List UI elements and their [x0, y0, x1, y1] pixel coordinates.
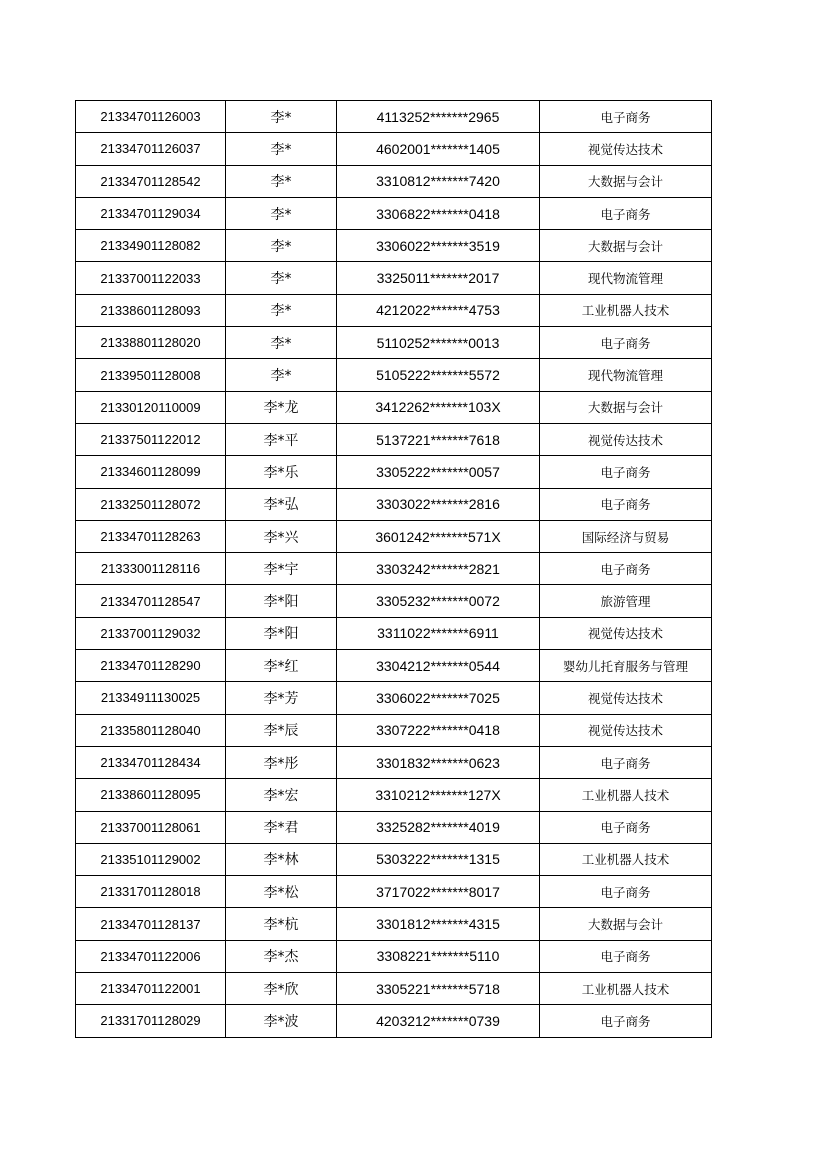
id-card-number-cell: 3307222*******0418	[337, 714, 540, 746]
major-cell: 工业机器人技术	[540, 843, 712, 875]
table-row	[76, 294, 712, 326]
major-cell: 工业机器人技术	[540, 779, 712, 811]
major-cell: 视觉传达技术	[540, 423, 712, 455]
major-cell: 工业机器人技术	[540, 973, 712, 1005]
id-card-number-cell: 3310212*******127X	[337, 779, 540, 811]
table-row	[76, 391, 712, 423]
table-row	[76, 779, 712, 811]
registration-number-cell: 21334701122001	[76, 973, 226, 1005]
student-name-cell: 李*阳	[226, 617, 337, 649]
id-card-number-cell: 3301832*******0623	[337, 746, 540, 778]
table-row	[76, 359, 712, 391]
registration-number-cell: 21335801128040	[76, 714, 226, 746]
student-name-cell: 李*宇	[226, 553, 337, 585]
table-row	[76, 456, 712, 488]
major-cell: 电子商务	[540, 876, 712, 908]
id-card-number-cell: 3303022*******2816	[337, 488, 540, 520]
registration-number-cell: 21335101129002	[76, 843, 226, 875]
major-cell: 视觉传达技术	[540, 133, 712, 165]
registration-number-cell: 21334601128099	[76, 456, 226, 488]
id-card-number-cell: 3303242*******2821	[337, 553, 540, 585]
major-cell: 电子商务	[540, 1005, 712, 1037]
major-cell: 大数据与会计	[540, 391, 712, 423]
major-cell: 现代物流管理	[540, 359, 712, 391]
major-cell: 视觉传达技术	[540, 714, 712, 746]
student-name-cell: 李*阳	[226, 585, 337, 617]
major-cell: 电子商务	[540, 553, 712, 585]
registration-number-cell: 21337001128061	[76, 811, 226, 843]
id-card-number-cell: 3306022*******7025	[337, 682, 540, 714]
registration-number-cell: 21334911130025	[76, 682, 226, 714]
id-card-number-cell: 4212022*******4753	[337, 294, 540, 326]
table-row	[76, 876, 712, 908]
table-row	[76, 262, 712, 294]
id-card-number-cell: 5110252*******0013	[337, 327, 540, 359]
id-card-number-cell: 5137221*******7618	[337, 423, 540, 455]
major-cell: 视觉传达技术	[540, 682, 712, 714]
student-name-cell: 李*	[226, 327, 337, 359]
id-card-number-cell: 3308221*******5110	[337, 940, 540, 972]
student-name-cell: 李*	[226, 165, 337, 197]
major-cell: 工业机器人技术	[540, 294, 712, 326]
student-name-cell: 李*杭	[226, 908, 337, 940]
id-card-number-cell: 3305232*******0072	[337, 585, 540, 617]
student-name-cell: 李*辰	[226, 714, 337, 746]
major-cell: 大数据与会计	[540, 908, 712, 940]
table-row	[76, 165, 712, 197]
registration-number-cell: 21334701128547	[76, 585, 226, 617]
registration-number-cell: 21334701122006	[76, 940, 226, 972]
registration-number-cell: 21334701128542	[76, 165, 226, 197]
student-name-cell: 李*红	[226, 650, 337, 682]
id-card-number-cell: 5303222*******1315	[337, 843, 540, 875]
table-row	[76, 327, 712, 359]
student-name-cell: 李*欣	[226, 973, 337, 1005]
major-cell: 电子商务	[540, 101, 712, 133]
major-cell: 电子商务	[540, 327, 712, 359]
registration-number-cell: 21338601128095	[76, 779, 226, 811]
table-row	[76, 423, 712, 455]
registration-number-cell: 21334701128137	[76, 908, 226, 940]
student-name-cell: 李*乐	[226, 456, 337, 488]
major-cell: 大数据与会计	[540, 165, 712, 197]
table-row	[76, 1005, 712, 1037]
id-card-number-cell: 3325282*******4019	[337, 811, 540, 843]
table-row	[76, 682, 712, 714]
table-row	[76, 585, 712, 617]
id-card-number-cell: 3304212*******0544	[337, 650, 540, 682]
roster-table-body	[76, 101, 712, 1038]
id-card-number-cell: 3717022*******8017	[337, 876, 540, 908]
student-name-cell: 李*	[226, 359, 337, 391]
id-card-number-cell: 3325011*******2017	[337, 262, 540, 294]
id-card-number-cell: 4203212*******0739	[337, 1005, 540, 1037]
major-cell: 电子商务	[540, 746, 712, 778]
student-name-cell: 李*	[226, 262, 337, 294]
registration-number-cell: 21331701128029	[76, 1005, 226, 1037]
registration-number-cell: 21338601128093	[76, 294, 226, 326]
registration-number-cell: 21332501128072	[76, 488, 226, 520]
table-row	[76, 230, 712, 262]
id-card-number-cell: 3310812*******7420	[337, 165, 540, 197]
id-card-number-cell: 3305222*******0057	[337, 456, 540, 488]
student-roster-table	[75, 100, 712, 1038]
table-row	[76, 908, 712, 940]
table-row	[76, 488, 712, 520]
student-name-cell: 李*兴	[226, 520, 337, 552]
student-name-cell: 李*	[226, 101, 337, 133]
table-row	[76, 197, 712, 229]
major-cell: 电子商务	[540, 488, 712, 520]
student-name-cell: 李*	[226, 133, 337, 165]
student-name-cell: 李*彤	[226, 746, 337, 778]
student-name-cell: 李*松	[226, 876, 337, 908]
major-cell: 电子商务	[540, 811, 712, 843]
registration-number-cell: 21334701126003	[76, 101, 226, 133]
table-row	[76, 101, 712, 133]
table-row	[76, 843, 712, 875]
major-cell: 电子商务	[540, 940, 712, 972]
registration-number-cell: 21337001129032	[76, 617, 226, 649]
major-cell: 大数据与会计	[540, 230, 712, 262]
table-row	[76, 940, 712, 972]
id-card-number-cell: 3306022*******3519	[337, 230, 540, 262]
student-name-cell: 李*林	[226, 843, 337, 875]
registration-number-cell: 21338801128020	[76, 327, 226, 359]
student-name-cell: 李*	[226, 197, 337, 229]
major-cell: 旅游管理	[540, 585, 712, 617]
student-name-cell: 李*平	[226, 423, 337, 455]
major-cell: 婴幼儿托育服务与管理	[540, 650, 712, 682]
major-cell: 视觉传达技术	[540, 617, 712, 649]
id-card-number-cell: 3412262*******103X	[337, 391, 540, 423]
major-cell: 电子商务	[540, 456, 712, 488]
table-row	[76, 973, 712, 1005]
table-row	[76, 520, 712, 552]
table-row	[76, 650, 712, 682]
registration-number-cell: 21333001128116	[76, 553, 226, 585]
registration-number-cell: 21334701128434	[76, 746, 226, 778]
table-row	[76, 553, 712, 585]
student-name-cell: 李*宏	[226, 779, 337, 811]
student-name-cell: 李*芳	[226, 682, 337, 714]
registration-number-cell: 21334701129034	[76, 197, 226, 229]
id-card-number-cell: 3311022*******6911	[337, 617, 540, 649]
student-name-cell: 李*杰	[226, 940, 337, 972]
student-name-cell: 李*弘	[226, 488, 337, 520]
student-name-cell: 李*	[226, 230, 337, 262]
registration-number-cell: 21334901128082	[76, 230, 226, 262]
registration-number-cell: 21331701128018	[76, 876, 226, 908]
major-cell: 国际经济与贸易	[540, 520, 712, 552]
table-row	[76, 617, 712, 649]
id-card-number-cell: 3305221*******5718	[337, 973, 540, 1005]
id-card-number-cell: 3301812*******4315	[337, 908, 540, 940]
id-card-number-cell: 3601242*******571X	[337, 520, 540, 552]
registration-number-cell: 21337001122033	[76, 262, 226, 294]
major-cell: 现代物流管理	[540, 262, 712, 294]
student-name-cell: 李*	[226, 294, 337, 326]
registration-number-cell: 21334701126037	[76, 133, 226, 165]
registration-number-cell: 21334701128263	[76, 520, 226, 552]
id-card-number-cell: 4113252*******2965	[337, 101, 540, 133]
student-name-cell: 李*君	[226, 811, 337, 843]
table-row	[76, 811, 712, 843]
registration-number-cell: 21339501128008	[76, 359, 226, 391]
table-row	[76, 746, 712, 778]
id-card-number-cell: 3306822*******0418	[337, 197, 540, 229]
id-card-number-cell: 4602001*******1405	[337, 133, 540, 165]
table-row	[76, 714, 712, 746]
registration-number-cell: 21334701128290	[76, 650, 226, 682]
table-row	[76, 133, 712, 165]
student-name-cell: 李*龙	[226, 391, 337, 423]
major-cell: 电子商务	[540, 197, 712, 229]
registration-number-cell: 21337501122012	[76, 423, 226, 455]
registration-number-cell: 21330120110009	[76, 391, 226, 423]
student-name-cell: 李*波	[226, 1005, 337, 1037]
id-card-number-cell: 5105222*******5572	[337, 359, 540, 391]
